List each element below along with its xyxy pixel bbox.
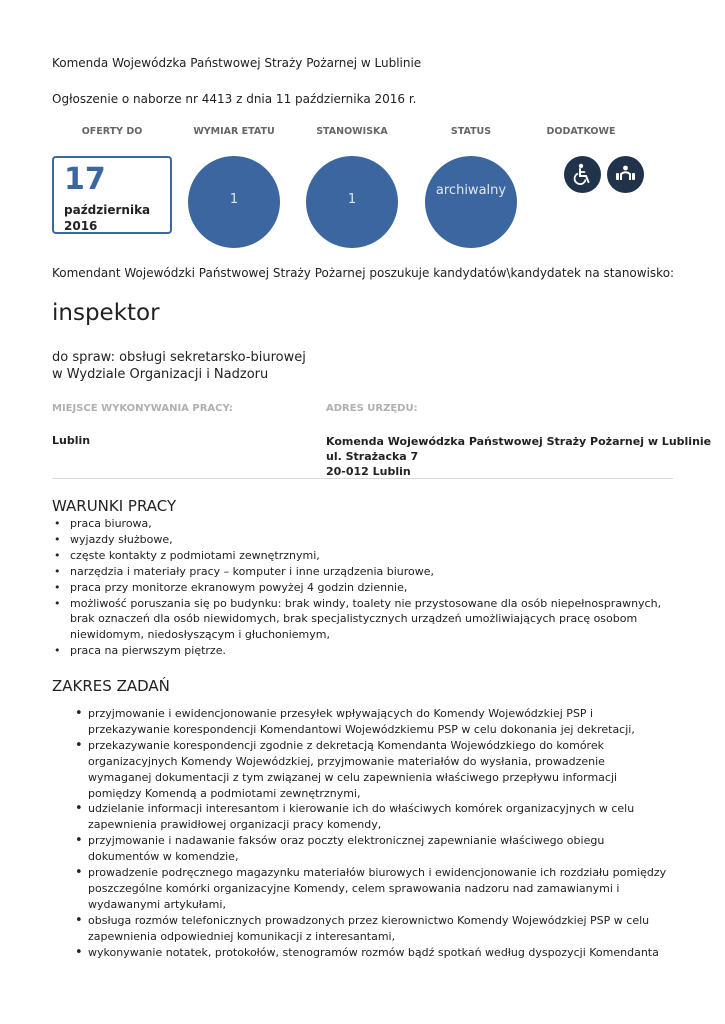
positions-value: 1 <box>347 192 357 207</box>
organization-name: Komenda Wojewódzka Państwowej Straży Pożarnej w Lublinie <box>52 56 422 70</box>
department <box>52 349 306 383</box>
department-scope: do spraw: obsługi sekretarsko-biurowej <box>52 350 306 365</box>
list-item: • wyjazdy służbowe, <box>54 532 173 546</box>
list-item: • praca biurowa, <box>54 517 152 530</box>
duties-list <box>88 706 670 961</box>
deadline-label: OFERTY DO <box>81 126 143 137</box>
deadline-year: 2016 <box>64 219 98 233</box>
position-title: inspektor <box>52 300 160 326</box>
intro-text: Komendant Wojewódzki Państwowej Straży Pożarnej poszukuje kandydatów\kandydatek na stanowisko: <box>52 266 675 280</box>
list-item: • narzędzia i materiały pracy – komputer i inne urządzenia biurowe, <box>54 564 435 578</box>
fte-badge <box>188 156 280 248</box>
deadline-month: października <box>64 203 151 217</box>
wheelchair-icon <box>564 156 601 193</box>
list-item: • praca przy monitorze ekranowym powyżej 4 godzin dziennie, <box>54 580 408 594</box>
deadline-date-box <box>52 156 172 234</box>
list-item: • przekazywanie korespondencji zgodnie z dekretacją Komendanta Wojewódzkiego do komórek organizacyjnych Komendy Wojewódzkiej, przyjmowanie materiałów do wysłania, prowadzenie wymaganej dokumentacji z tym związanej w celu zapewnienia właściwego przepływu informacji pomiędzy Komendą a podmiotami zewnętrznymi, <box>88 738 670 802</box>
list-item: • przyjmowanie i nadawanie faksów oraz poczty elektronicznej zapewnianie właściwego obiegu dokumentów w komendzie, <box>88 833 670 865</box>
list-item: • prowadzenie podręcznego magazynku materiałów biurowych i ewidencjonowanie ich rozdziału pomiędzy poszczególne komórki organizacyjne Komendy, celem sprawowania nadzoru nad zamawianymi i wydawanymi artykułami, <box>88 865 670 913</box>
status-label: STATUS <box>450 126 492 137</box>
fte-value: 1 <box>229 192 239 207</box>
list-item: • udzielanie informacji interesantom i kierowanie ich do właściwych komórek organizacyjnych w celu zapewnienia prawidłowej organizacji pracy komendy, <box>88 801 670 833</box>
positions-badge <box>306 156 398 248</box>
extra-label: DODATKOWE <box>546 126 616 137</box>
workplace-label: MIEJSCE WYKONYWANIA PRACY: <box>52 403 233 414</box>
office-address-label: ADRES URZĘDU: <box>326 403 418 414</box>
duties-heading: ZAKRES ZADAŃ <box>52 677 170 695</box>
office-address <box>326 434 711 479</box>
deadline-day: 17 <box>64 162 106 197</box>
fte-label: WYMIAR ETATU <box>193 126 275 137</box>
notice-number: Ogłoszenie o naborze nr 4413 z dnia 11 października 2016 r. <box>52 92 417 106</box>
divider <box>52 478 673 479</box>
list-item: • przyjmowanie i ewidencjonowanie przesyłek wpływających do Komendy Wojewódzkiej PSP i przekazywanie korespondencji Komendantowi Wojewódzkiemu PSP w celu dokonania jej dekretacji, <box>88 706 670 738</box>
list-item: • wykonywanie notatek, protokołów, stenogramów rozmów bądź spotkań według dyspozycji Komendanta <box>88 945 670 961</box>
office-address-name: Komenda Wojewódzka Państwowej Straży Pożarnej w Lublinie <box>326 435 712 448</box>
status-value: archiwalny <box>435 183 507 198</box>
list-item: • możliwość poruszania się po budynku: brak windy, toalety nie przystosowane dla osób niepełnosprawnych, brak oznaczeń dla osób niewidomych, brak specjalistycznych urządzeń umożliwiających pracę osobom niewidomym, niedosłyszącym i głuchoniemym, <box>54 596 662 642</box>
list-item: • częste kontakty z podmiotami zewnętrznymi, <box>54 548 320 562</box>
conditions-list <box>54 516 670 659</box>
list-item: • obsługa rozmów telefonicznych prowadzonych przez kierownictwo Komendy Wojewódzkiej PSP w celu zapewnienia odpowiedniej komunikacji z interesantami, <box>88 913 670 945</box>
department-unit: w Wydziale Organizacji i Nadzoru <box>52 367 269 382</box>
office-address-street: ul. Strażacka 7 <box>326 450 419 463</box>
list-item: • praca na pierwszym piętrze. <box>54 644 226 658</box>
conditions-heading: WARUNKI PRACY <box>52 497 177 515</box>
workplace-value: Lublin <box>52 434 91 447</box>
status-badge <box>425 156 517 248</box>
deadline-month-year <box>64 202 150 234</box>
hearing-loop-icon <box>607 156 644 193</box>
positions-label: STANOWISKA <box>316 126 388 137</box>
office-address-city: 20-012 Lublin <box>326 465 411 478</box>
